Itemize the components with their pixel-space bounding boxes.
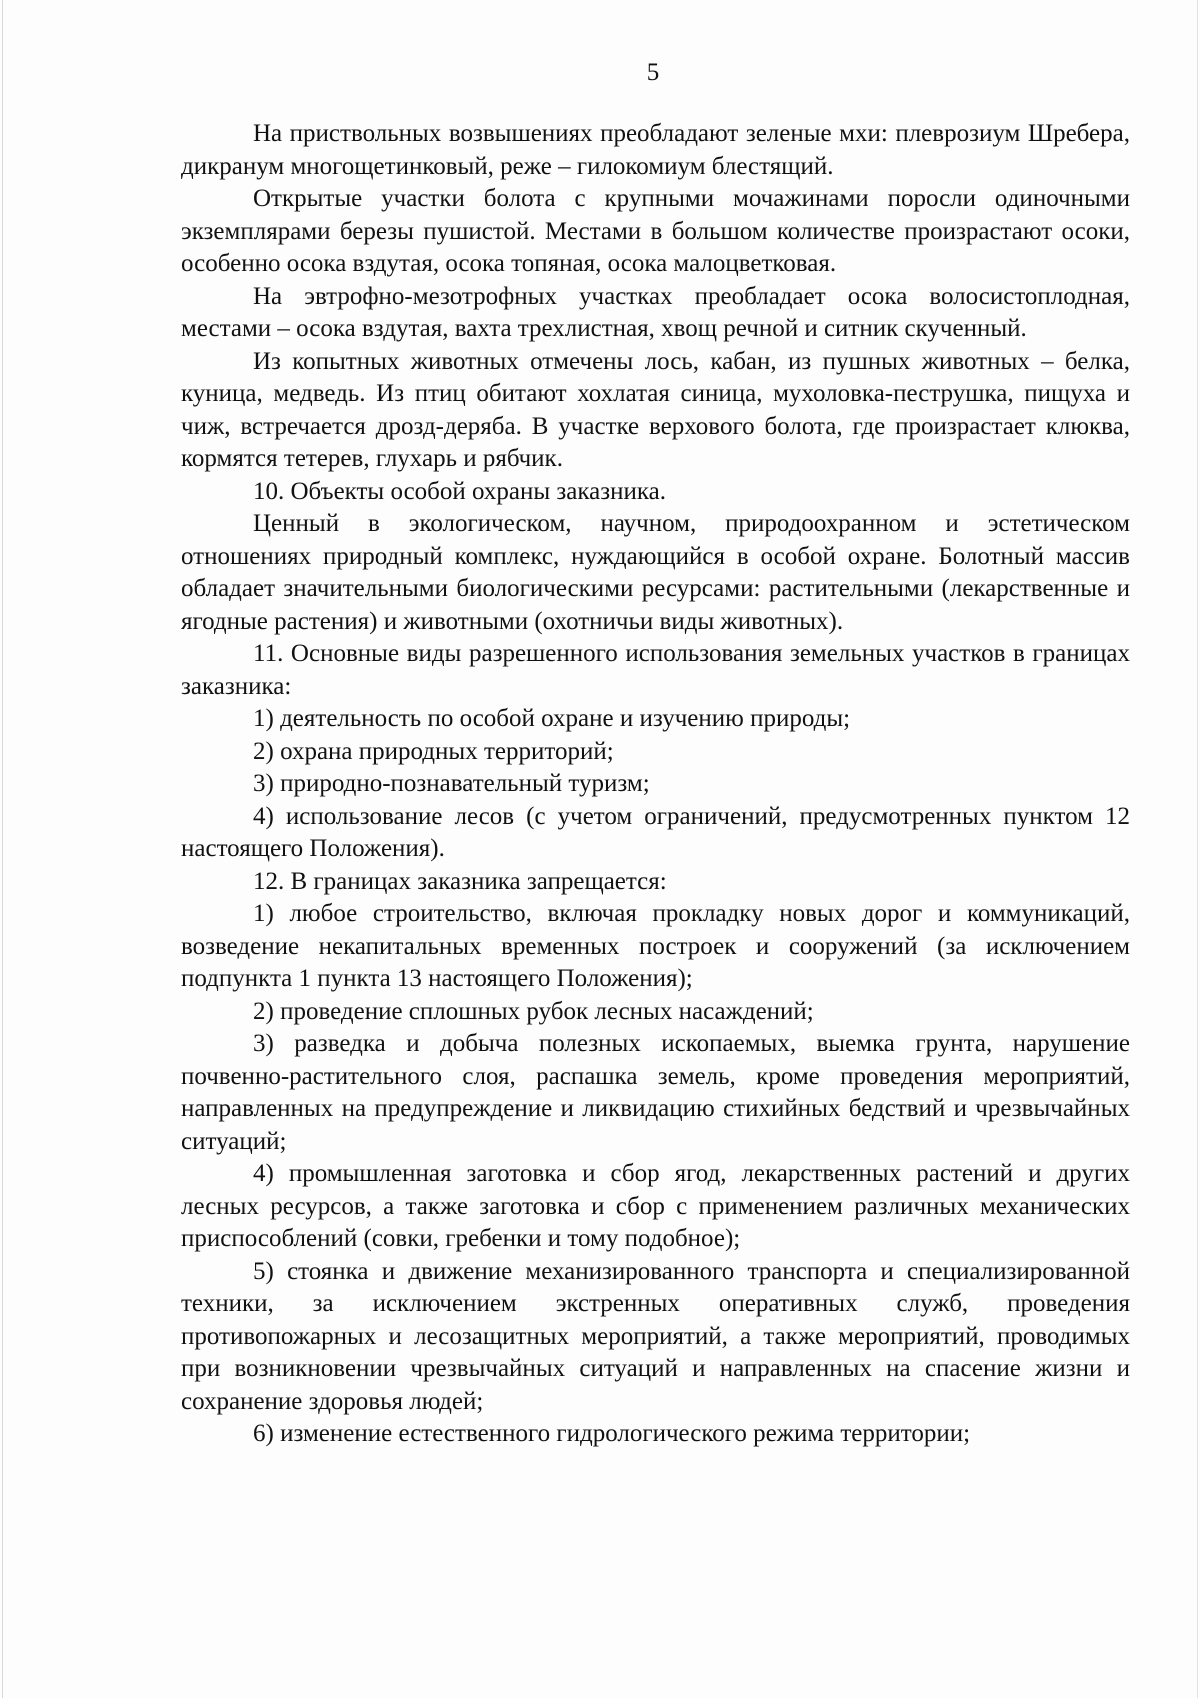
list-item: 1) любое строительство, включая прокладку новых дорог и коммуникаций, возведение некапитальных временных построек и сооружений (за исключением подпункта 1 пункта 13 настоящего Положения);	[181, 900, 1130, 992]
paragraph-protected-objects: Ценный в экологическом, научном, природоохранном и эстетическом отношениях природный комплекс, нуждающийся в особой охране. Болотный массив обладает значительными биологическими ресурсами: растительными (лекарственные и ягодные растения) и животными (охотничьи виды животных).	[181, 510, 1130, 635]
list-item: 5) стоянка и движение механизированного транспорта и специализированной техники, за исключением экстренных оперативных служб, проведения противопожарных и лесозащитных мероприятий, а также мероприятий, проводимых при возникновении чрезвычайных ситуаций и направленных на спасение жизни и сохранение здоровья людей;	[181, 1257, 1130, 1415]
paragraph-mosses: На приствольных возвышениях преобладают зеленые мхи: плеврозиум Шребера, дикранум многощетинковый, реже – гилокомиум блестящий.	[181, 120, 1130, 180]
section-heading-11: 11. Основные виды разрешенного использования земельных участков в границах заказника:	[181, 640, 1130, 700]
section-heading-10: 10. Объекты особой охраны заказника.	[253, 477, 667, 505]
list-item: 2) проведение сплошных рубок лесных насаждений;	[253, 997, 814, 1025]
page-left-edge	[2, 0, 3, 1698]
list-item: 3) природно-познавательный туризм;	[253, 770, 650, 797]
body-text	[181, 118, 1130, 1451]
list-item: 6) изменение естественного гидрологического режима территории;	[253, 1420, 971, 1447]
section-heading-12: 12. В границах заказника запрещается:	[253, 867, 667, 895]
paragraph-open-bog: Открытые участки болота с крупными мочажинами поросли одиночными экземплярами березы пушистой. Местами в большом количестве произрастают осоки, особенно осока вздутая, осока топяная, осока малоцветковая.	[181, 185, 1130, 277]
list-item: 3) разведка и добыча полезных ископаемых, выемка грунта, нарушение почвенно-растительного слоя, распашка земель, кроме проведения мероприятий, направленных на предупреждение и ликвидацию стихийных бедствий и чрезвычайных ситуаций;	[181, 1030, 1130, 1155]
list-item: 2) охрана природных территорий;	[253, 737, 614, 765]
page-number: 5	[646, 59, 660, 86]
paragraph-eutrophic: На эвтрофно-мезотрофных участках преобладает осока волосистоплодная, местами – осока вздутая, вахта трехлистная, хвощ речной и ситник скученный.	[181, 282, 1130, 342]
page-right-edge	[1197, 0, 1198, 1698]
list-item: 4) использование лесов (с учетом ограничений, предусмотренных пунктом 12 настоящего Положения).	[181, 802, 1130, 862]
list-item: 1) деятельность по особой охране и изучению природы;	[253, 705, 851, 732]
paragraph-fauna: Из копытных животных отмечены лось, кабан, из пушных животных – белка, куница, медведь. Из птиц обитают хохлатая синица, мухоловка-пеструшка, пищуха и чиж, встречается дрозд-деряба. В участке верхового болота, где произрастает клюква, кормятся тетерев, глухарь и рябчик.	[181, 347, 1130, 472]
list-item: 4) промышленная заготовка и сбор ягод, лекарственных растений и других лесных ресурсов, а также заготовка и сбор с применением различных механических приспособлений (совки, гребенки и тому подобное);	[181, 1160, 1130, 1252]
